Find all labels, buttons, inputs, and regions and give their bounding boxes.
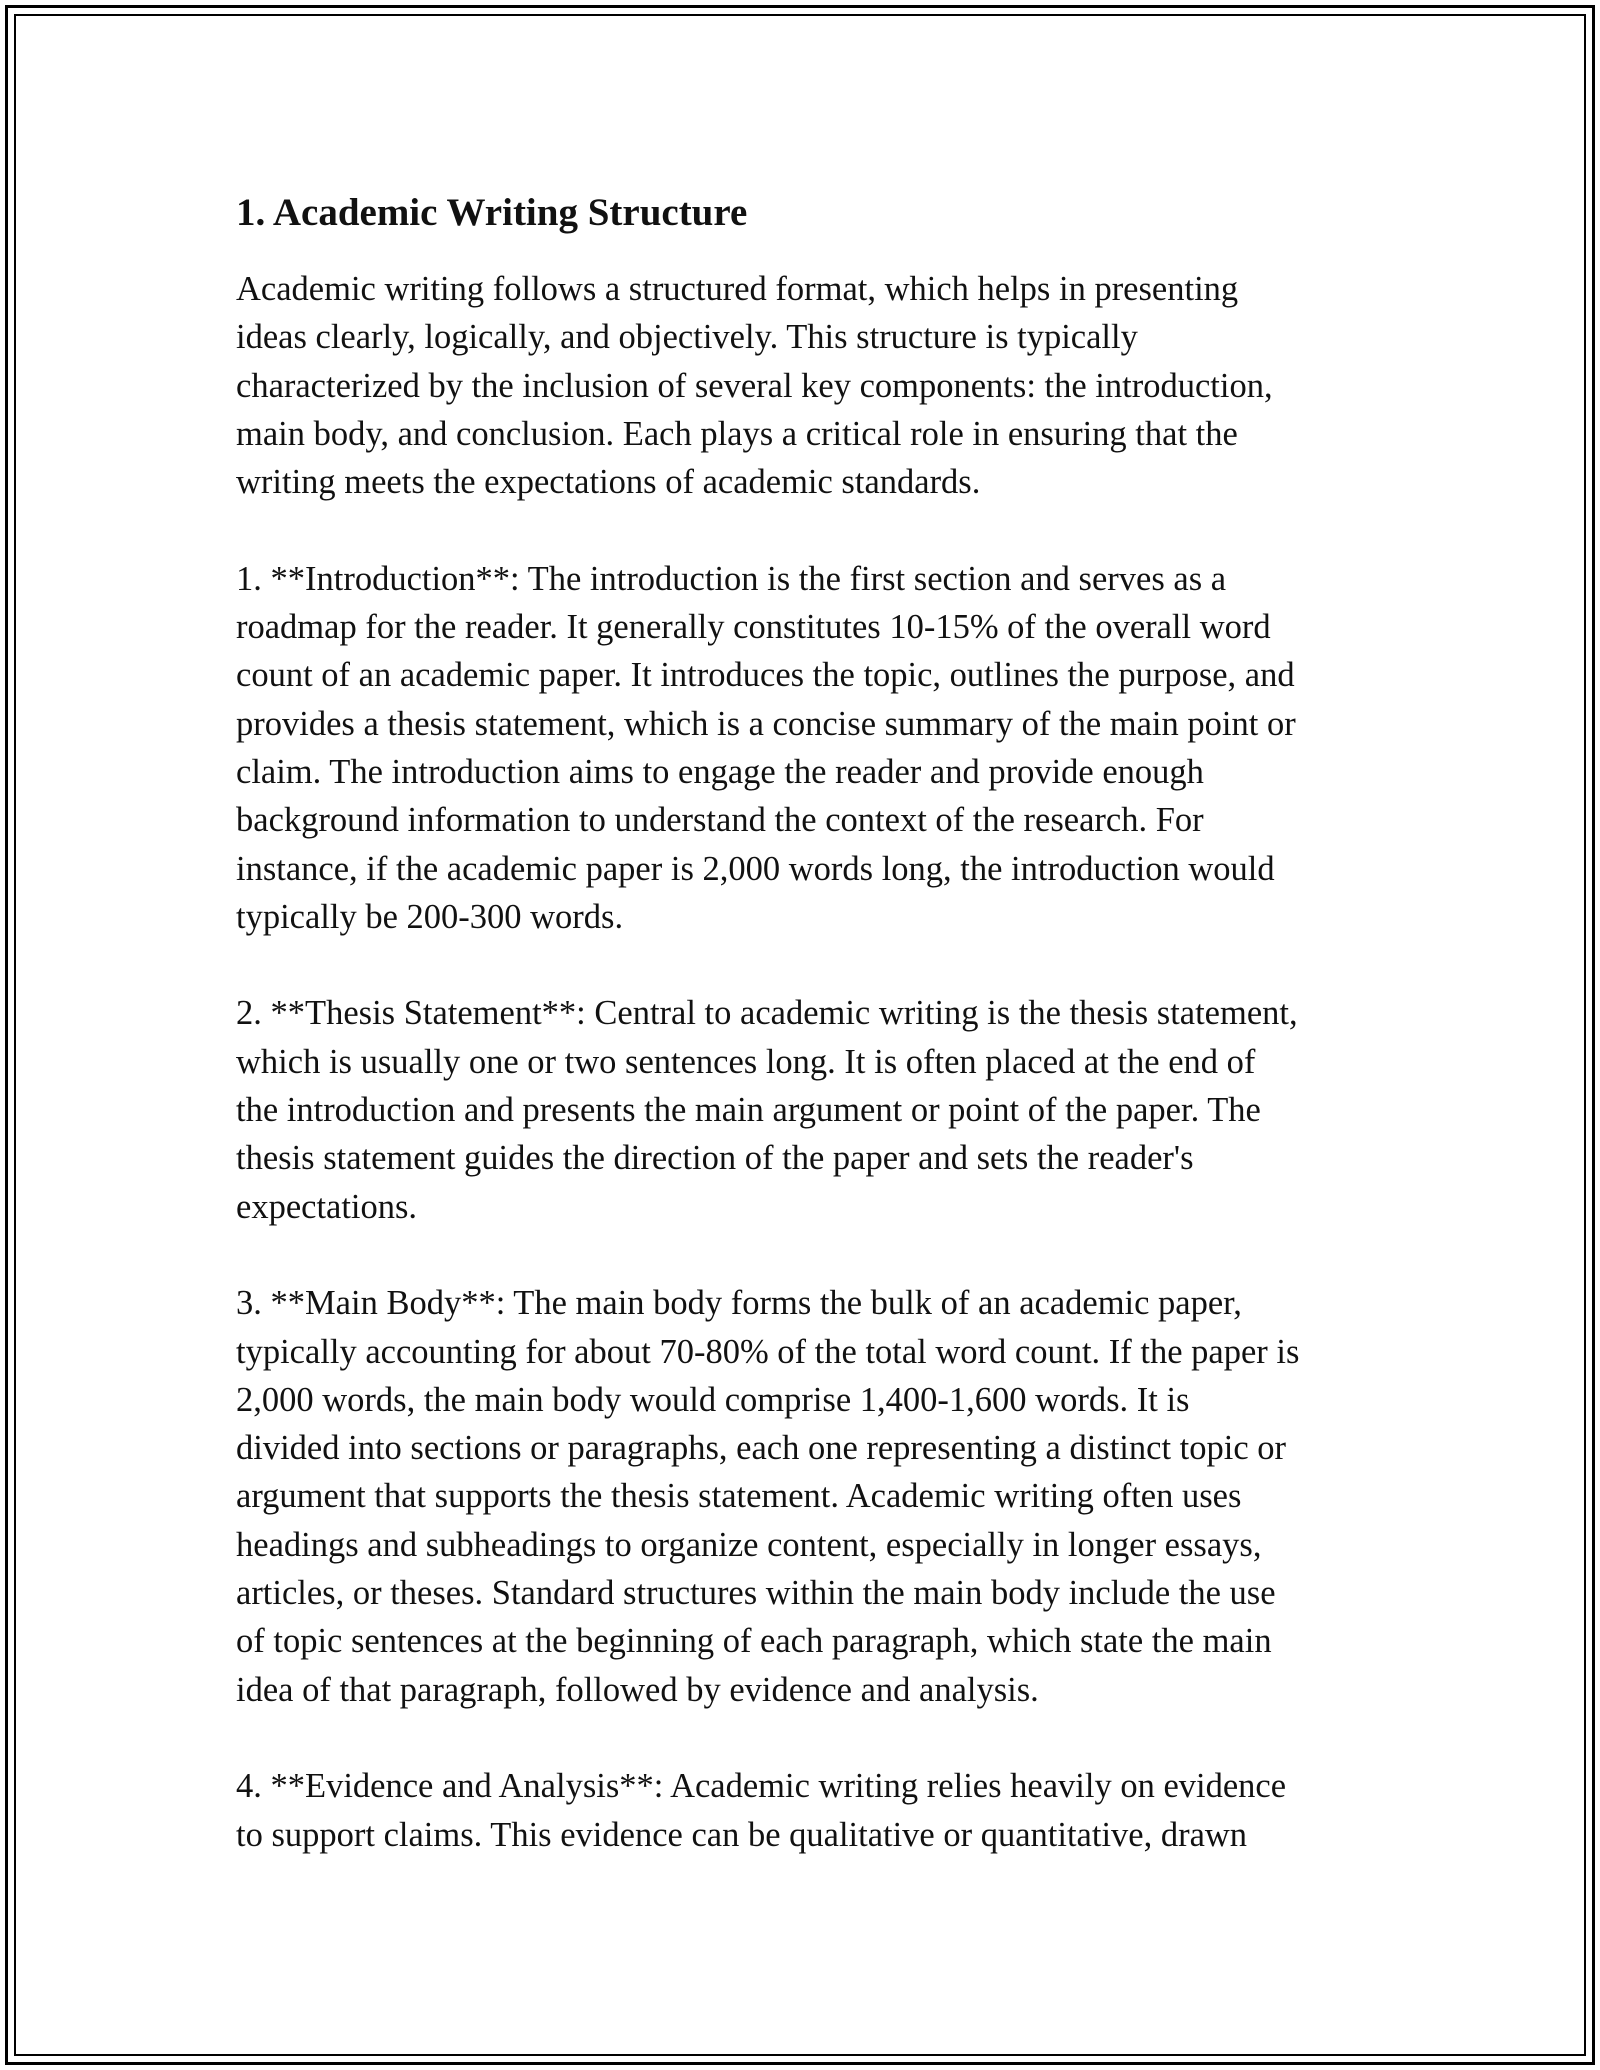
text-line: claim. The introduction aims to engage the reader and provide enough xyxy=(236,752,1204,791)
text-line: roadmap for the reader. It generally constitutes 10-15% of the overall word xyxy=(236,608,1271,647)
text-line: 2. **Thesis Statement**: Central to academic writing is the thesis statement, xyxy=(236,994,1298,1033)
text-line: typically accounting for about 70-80% of the total word count. If the paper is xyxy=(236,1332,1300,1371)
text-line: instance, if the academic paper is 2,000 words long, the introduction would xyxy=(236,849,1275,888)
text-line: of topic sentences at the beginning of each paragraph, which state the main xyxy=(236,1622,1272,1661)
text-line: 1. **Introduction**: The introduction is the first section and serves as a xyxy=(236,559,1227,598)
text-line: headings and subheadings to organize content, especially in longer essays, xyxy=(236,1525,1262,1564)
text-line: writing meets the expectations of academic standards. xyxy=(236,463,981,502)
paragraph-intro xyxy=(236,265,1416,506)
paragraph-spacer xyxy=(236,506,1416,554)
text-line: background information to understand the context of the research. For xyxy=(236,801,1204,840)
paragraph-introduction-item xyxy=(236,555,1416,941)
text-line: to support claims. This evidence can be qualitative or quantitative, drawn xyxy=(236,1815,1248,1854)
text-line: Academic writing follows a structured format, which helps in presenting xyxy=(236,270,1239,308)
text-line: articles, or theses. Standard structures within the main body include the use xyxy=(236,1574,1276,1613)
text-line: ideas clearly, logically, and objectively. This structure is typically xyxy=(236,318,1138,357)
text-line: argument that supports the thesis statement. Academic writing often uses xyxy=(236,1477,1242,1516)
text-line: thesis statement guides the direction of the paper and sets the reader's xyxy=(236,1139,1194,1178)
text-line: divided into sections or paragraphs, each one representing a distinct topic or xyxy=(236,1429,1287,1468)
section-heading: 1. Academic Writing Structure xyxy=(236,191,748,234)
text-line: provides a thesis statement, which is a concise summary of the main point or xyxy=(236,704,1296,743)
paragraph-main-body-item xyxy=(236,1279,1416,1714)
paragraph-evidence-item xyxy=(236,1762,1416,1859)
text-line: the introduction and presents the main argument or point of the paper. The xyxy=(236,1091,1261,1130)
text-line: idea of that paragraph, followed by evidence and analysis. xyxy=(236,1670,1039,1709)
text-line: which is usually one or two sentences long. It is often placed at the end of xyxy=(236,1042,1256,1081)
text-line: typically be 200-300 words. xyxy=(236,897,624,936)
text-line: 2,000 words, the main body would comprise 1,400-1,600 words. It is xyxy=(236,1380,1190,1419)
document-body xyxy=(236,185,1416,1859)
paragraph-spacer xyxy=(236,1714,1416,1762)
text-line: 3. **Main Body**: The main body forms the bulk of an academic paper, xyxy=(236,1284,1242,1323)
paragraph-thesis-item xyxy=(236,989,1416,1230)
text-line: 4. **Evidence and Analysis**: Academic writing relies heavily on evidence xyxy=(236,1767,1287,1806)
text-line: characterized by the inclusion of several key components: the introduction, xyxy=(236,366,1273,405)
text-line: main body, and conclusion. Each plays a critical role in ensuring that the xyxy=(236,414,1238,453)
paragraph-spacer xyxy=(236,1231,1416,1279)
paragraph-spacer xyxy=(236,941,1416,989)
text-line: expectations. xyxy=(236,1187,418,1226)
text-line: count of an academic paper. It introduces the topic, outlines the purpose, and xyxy=(236,656,1295,695)
